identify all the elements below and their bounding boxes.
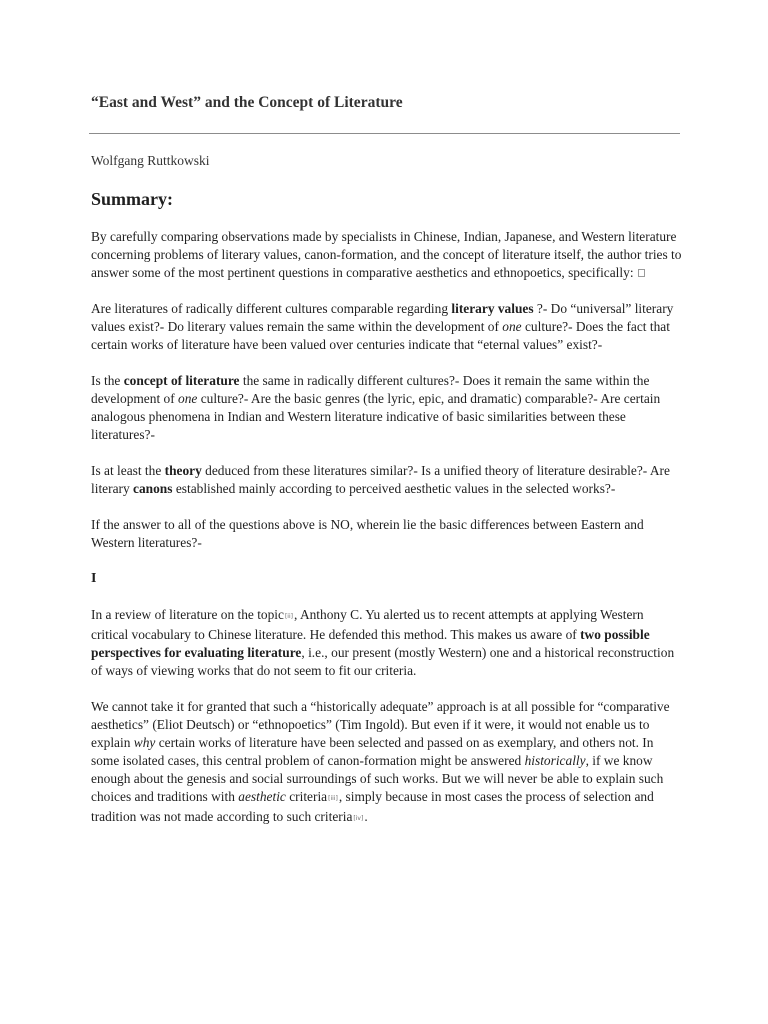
document-title: “East and West” and the Concept of Literature: [91, 94, 403, 111]
paragraph-theory: Is at least the theory deduced from these literatures similar?- Is a unified theory of literature desirable?- Are literary canons established mainly according to perceived aesthetic values in the selected works?-: [91, 463, 670, 496]
paragraph-literary-values: Are literatures of radically different cultures comparable regarding literary values ?- Do “universal” literary values exist?- Do literary values remain the same within the development of one culture?- Does the fact that certain works of literature have been valued over centuries indicate that “eternal values” exist?-: [91, 301, 674, 352]
document-body: [91, 228, 683, 846]
paragraph-intro: By carefully comparing observations made by specialists in Chinese, Indian, Japanese, and Western literature concerning problems of literary values, canon-formation, and the concept of literature itself, the author tries to answer some of the most pertinent questions in comparative aesthetics and ethnopoetics, specifically:: [91, 229, 682, 280]
author-name: Wolfgang Ruttkowski: [91, 153, 210, 168]
paragraph-review: In a review of literature on the topic[ii], Anthony C. Yu alerted us to recent attempts at applying Western critical vocabulary to Chinese literature. He defended this method. This makes us aware of two possible perspectives for evaluating literature, i.e., our present (mostly Western) one and a historical reconstruction of ways of viewing works that do not seem to fit our criteria.: [91, 607, 675, 678]
paragraph-concept: Is the concept of literature the same in radically different cultures?- Does it remain the same within the development of one culture?- Are the basic genres (the lyric, epic, and dramatic) comparable?- Are certain analogous phenomena in Indian and Western literature indicative of basic similarities between these literatures?-: [91, 373, 661, 442]
paragraph-historical: We cannot take it for granted that such a “historically adequate” approach is at all possible for “comparative aesthetics” (Eliot Deutsch) or “ethnopoetics” (Tim Ingold). But even if it were, it would not enable us to explain why certain works of literature have been selected and passed on as exemplary, and others not. In some isolated cases, this central problem of canon-formation might be answered historically, if we know enough about the genesis and social surroundings of such works. But we will never be able to explain such choices and traditions with aesthetic criteria[iii], simply because in most cases the process of selection and tradition was not made according to such criteria[iv].: [91, 699, 670, 824]
footnote-link[interactable]: [iii]: [328, 795, 338, 802]
paragraph-question: If the answer to all of the questions above is NO, wherein lie the basic differences between Eastern and Western literatures?-: [91, 517, 644, 550]
footnote-link[interactable]: [ii]: [284, 613, 293, 620]
footnote-link[interactable]: [iv]: [353, 815, 364, 822]
footnote-link[interactable]: [638, 269, 645, 277]
section-heading: I: [91, 571, 97, 586]
title-divider: [89, 133, 680, 134]
summary-heading: Summary:: [91, 189, 173, 209]
